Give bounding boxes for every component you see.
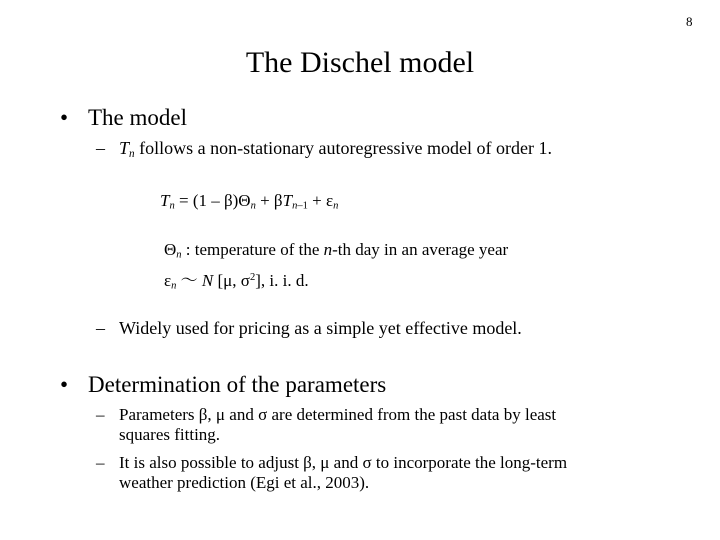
tilde-symbol: ～ — [176, 271, 202, 290]
eq-part2: + β — [255, 191, 283, 210]
eq-eps-sub: n — [333, 200, 339, 212]
dash-marker: – — [96, 138, 105, 158]
sub-bullet-adjust — [96, 453, 567, 493]
bullet-heading: Determination of the parameters — [88, 372, 387, 397]
eq-part3: + ε — [307, 191, 334, 210]
eq-lhs-var: T — [160, 191, 170, 210]
model-equation — [160, 191, 338, 212]
theta-def-n: n — [323, 240, 333, 259]
definition-epsilon — [164, 266, 309, 292]
theta-def-text2: -th day in an average year — [332, 240, 509, 259]
bullet-heading: The model — [88, 105, 187, 130]
sub-bullet-parameters — [96, 405, 556, 445]
sub-bullet-widely-used — [96, 318, 522, 339]
epsilon-subscript: n — [171, 280, 177, 292]
var-t: T — [119, 138, 130, 158]
bullet-marker: • — [60, 372, 69, 397]
theta-def-text1: : temperature of the — [181, 240, 324, 259]
eq-t-subscript — [292, 201, 308, 212]
theta-symbol: Θ — [164, 240, 177, 259]
eq-t-sub-minus-one: –1 — [297, 200, 308, 212]
epsilon-symbol: ε — [164, 271, 172, 290]
dash-marker: – — [96, 405, 105, 424]
eq-theta-sub: n — [250, 200, 256, 212]
sub-bullet-text: follows a non-stationary autoregressive model of order 1. — [134, 138, 552, 158]
sub-bullet-line1: It is also possible to adjust β, μ and σ to incorporate the long-term — [119, 453, 568, 472]
sub-bullet-line2: weather prediction (Egi et al., 2003). — [119, 473, 370, 492]
sub-bullet-line2: squares fitting. — [119, 425, 221, 444]
eq-part1: = (1 – β)Θ — [174, 191, 251, 210]
bullet-determination — [60, 372, 386, 398]
var-t-subscript: n — [129, 147, 135, 160]
sub-bullet-line1: Parameters β, μ and σ are determined from the past data by least — [119, 405, 557, 424]
sub-bullet-autoregressive — [96, 138, 552, 160]
bullet-the-model — [60, 105, 187, 131]
definition-theta — [164, 240, 508, 261]
bullet-marker: • — [60, 105, 69, 130]
normal-dist-n: N — [201, 271, 214, 290]
epsilon-def-text1: [μ, σ — [213, 271, 250, 290]
dash-marker: – — [96, 318, 105, 338]
slide-title: The Dischel model — [245, 46, 475, 79]
eq-lhs-sub: n — [169, 200, 175, 212]
sigma-squared-sup: 2 — [249, 272, 256, 284]
epsilon-def-text2: ], i. i. d. — [255, 271, 309, 290]
eq-t-sub-n: n — [292, 200, 298, 212]
sub-bullet-text: Widely used for pricing as a simple yet effective model. — [119, 318, 522, 338]
dash-marker: – — [96, 453, 105, 472]
eq-t-var: T — [282, 191, 293, 210]
page-number: 8 — [686, 14, 693, 29]
theta-subscript: n — [176, 249, 182, 261]
